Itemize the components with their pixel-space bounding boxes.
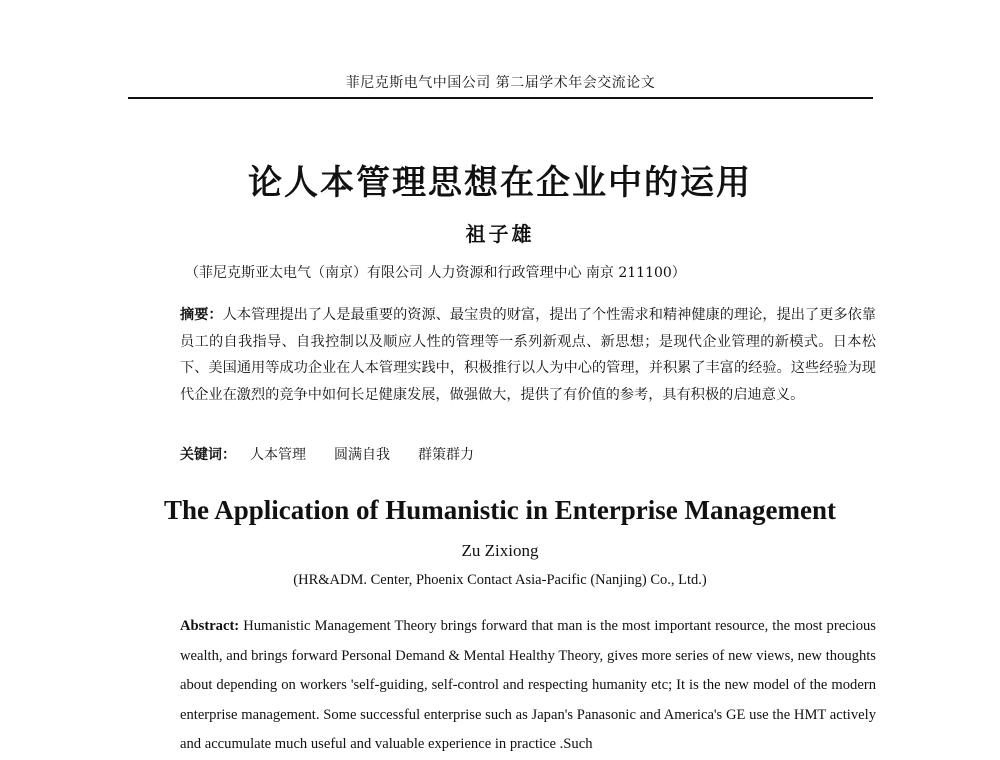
keyword: 圆满自我 [334,447,390,463]
keyword: 人本管理 [250,447,306,463]
abstract-chinese-text: 人本管理提出了人是最重要的资源、最宝贵的财富，提出了个性需求和精神健康的理论，提出了更多依靠员工的自我指导、自我控制以及顺应人性的管理等一系列新观点、新思想；是现代企业管理的新模式。日本松下、美国通用等成功企业在人本管理实践中，积极推行以人为中心的管理，并积累了丰富的经验。这些经验为现代企业在激烈的竞争中如何长足健康发展，做强做大，提供了有价值的参考，具有积极的启迪意义。 [180,307,876,403]
abstract-chinese-label: 摘要： [180,307,223,323]
author-name-chinese: 祖子雄 [465,222,535,246]
author-name-english: Zu Zixiong [461,541,539,560]
abstract-english [180,612,876,760]
keywords-chinese-label: 关键词： [180,447,236,463]
paper-title-chinese: 论人本管理思想在企业中的运用 [248,163,752,203]
running-header: 菲尼克斯电气中国公司 第二届学术年会交流论文 [345,75,656,91]
abstract-chinese [180,302,876,408]
affiliation-chinese: （菲尼克斯亚太电气（南京）有限公司 人力资源和行政管理中心 南京 211100） [185,265,686,281]
keyword: 群策群力 [418,447,474,463]
abstract-english-text: Humanistic Management Theory brings forward that man is the most important resource, the most precious wealth, and brings forward Personal Demand & Mental Healthy Theory, gives more series of new views, new thoughts about depending on workers 'self-guiding, self-control and respecting humanity etc; It is the new model of the modern enterprise management. Some successful enterprise such as Japan's Panasonic and America's GE use the HMT actively and accumulate much useful and valuable experience in practice .Such [180,618,876,752]
affiliation-english: (HR&ADM. Center, Phoenix Contact Asia-Pacific (Nanjing) Co., Ltd.) [293,572,707,588]
abstract-english-label: Abstract: [180,618,240,634]
header-rule [128,97,873,99]
paper-title-english: The Application of Humanistic in Enterprise Management [163,495,836,525]
keywords-chinese [180,444,876,464]
